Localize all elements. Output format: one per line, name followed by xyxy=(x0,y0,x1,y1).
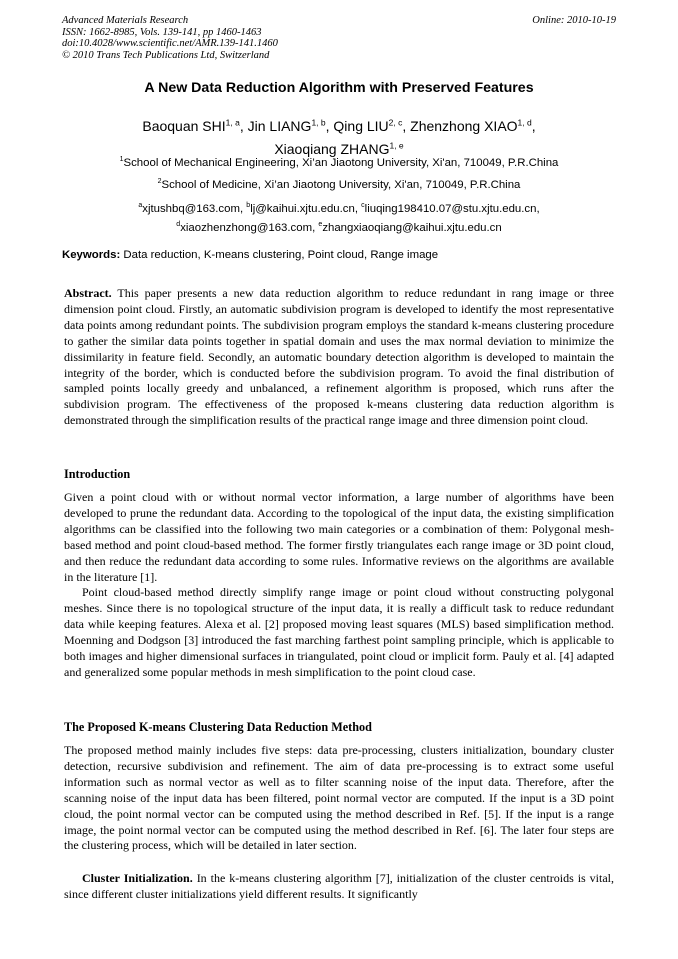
email: xiaozhenzhong@163.com, xyxy=(180,222,319,235)
email: zhangxiaoqiang@kaihui.xjtu.edu.cn xyxy=(322,222,502,235)
journal-copyright: © 2010 Trans Tech Publications Ltd, Switzerland xyxy=(62,49,270,61)
keywords-label: Keywords: xyxy=(62,249,121,261)
abstract xyxy=(64,286,614,429)
keywords-text: Data reduction, K-means clustering, Point cloud, Range image xyxy=(123,249,439,261)
intro-paragraph-2: Point cloud-based method directly simplify range image or point cloud without constructing polygonal meshes. Since there is no topological structure of the input data, it is really a difficult task to reduce redundant data while keeping features. Alexa et al. [2] proposed moving least squares (MLS) based simplification method. Moenning and Dodgson [3] introduced the fast marching farthest point sampling principle, which is applicable to both images and higher dimensional surfaces in triangulated, point cloud or implicit form. Pauly et al. [4] adapted and generalized some popular methods in mesh simplification to the point cloud case. xyxy=(64,585,614,679)
author: Baoquan SHI$^{1, a}$, xyxy=(142,117,248,134)
journal-header xyxy=(62,15,616,61)
abstract-label: Abstract. xyxy=(64,286,112,300)
email: liuqing198410.07@stu.xjtu.edu.cn, xyxy=(364,202,540,215)
intro-paragraph-1: Given a point cloud with or without normal vector information, a large number of algorithms have been developed to prune the redundant data. According to the topological of the input data, the existing simplification algorithms can be classified into the following two main categories or a combination of them: Polygonal mesh-based method and point cloud-based method. The former firstly triangulates each range image or 3D point cloud, and then reduce the redundant data according to some rules. Informative reviews on the algorithms are available in the literature [1]. xyxy=(64,490,614,584)
author: Qing LIU$^{2, c}$, xyxy=(333,117,411,134)
online-date: Online: 2010-10-19 xyxy=(532,15,616,26)
journal-doi: doi:10.4028/www.scientific.net/AMR.139-141.1460 xyxy=(62,38,278,50)
journal-issn: ISSN: 1662-8985, Vols. 139-141, pp 1460-1463 xyxy=(62,26,262,38)
author-list xyxy=(70,112,608,159)
method-paragraph-1: The proposed method mainly includes five steps: data pre-processing, clusters initialization, boundary cluster detection, recursive subdivision and refinement. The aim of data pre-processing is to extract some useful information such as normal vector as well as to filter scanning noise of the input data. Therefore, after the scanning noise of the input data has been filtered, point normal vector are computed. If the input is a 3D point cloud, the point normal vector can be computed using the method described in Ref. [5]. If the input is a range image, the point normal vector can be computed using the method described in Ref. [6]. The later four steps are the clustering process, which will be detailed in later section. xyxy=(64,743,614,853)
method-paragraph-2: Cluster Initialization. In the k-means clustering algorithm [7], initialization of the cluster centroids is vital, since different cluster initializations yield different results. It significantly xyxy=(64,871,615,901)
author: Zhenzhong XIAO$^{1, d}$, xyxy=(410,117,536,134)
section-heading: Introduction xyxy=(64,467,131,481)
section-heading: The Proposed K-means Clustering Data Reduction Method xyxy=(64,720,372,734)
email: xjtushbq@163.com, xyxy=(142,202,247,215)
paper-title: A New Data Reduction Algorithm with Preserved Features xyxy=(144,80,534,96)
affiliation: $^2$School of Medicine, Xi’an Jiaotong University, Xi'an, 710049, P.R.China xyxy=(157,178,521,191)
author: Xiaoqiang ZHANG$^{1, e}$ xyxy=(274,140,404,158)
keywords xyxy=(62,249,616,261)
author: Jin LIANG$^{1, b}$, xyxy=(247,117,334,134)
email-list: $^a$xjtushbq@163.com, $^b$lj@kaihui.xjtu.edu.cn, $^c$liuqing198410.07@stu.xjtu.edu.cn, $^d$xiaozhenzhong@163.com, $^e$zhangxiaoqiang@kaihui.xjtu.edu.cn xyxy=(138,202,540,235)
subsection-label: Cluster Initialization. xyxy=(82,871,193,885)
abstract-text: This paper presents a new data reduction algorithm to reduce redundant in rang image or three dimension point cloud. Firstly, an automatic subdivision program is developed to identify the most representative data points among redundant points. The subdivision program employs the standard k-means clustering procedure to gather the similar data points together in spatial domain and uses the max normal deviation to minimize the dissimilarity in feature field. Secondly, an automatic boundary detection algorithm is developed to maintain the integrity of the border, which is conducted before the subdivision program. To avoid the final distribution of sampled points locally greedy and unbalanced, a refinement algorithm is proposed, which runs after the subdivision program. The effectiveness of the proposed k-means clustering data reduction algorithm is demonstrated through the simplification results of the practical range image and three dimension point cloud. xyxy=(64,286,614,428)
affiliation: $^1$School of Mechanical Engineering, Xi’an Jiaotong University, Xi'an, 710049, P.R.China xyxy=(119,156,559,169)
email: lj@kaihui.xjtu.edu.cn, xyxy=(250,202,362,215)
journal-name: Advanced Materials Research xyxy=(62,15,189,26)
